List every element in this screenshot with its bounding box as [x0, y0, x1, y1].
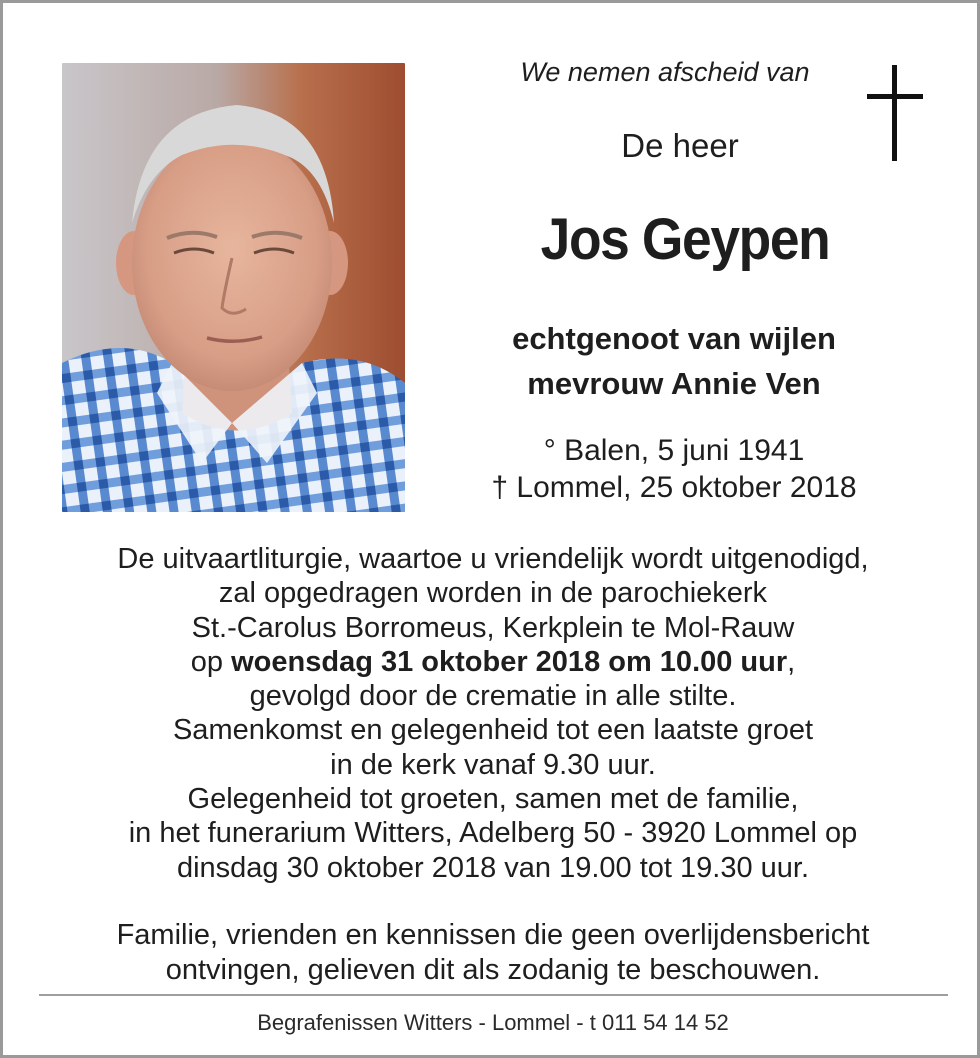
ceremony-line: De uitvaartliturgie, waartoe u vriendelijk wordt uitgenodigd, — [117, 543, 869, 575]
funeral-home-footer: Begrafenissen Witters - Lommel - t 011 54 14 52 — [257, 1010, 729, 1035]
ceremony-line: in het funerarium Witters, Adelberg 50 - 3920 Lommel op — [128, 817, 858, 850]
ceremony-date-suffix: , — [787, 645, 796, 678]
closing-line-2: ontvingen, gelieven dit als zodanig te beschouwen. — [165, 954, 821, 986]
honorific: De heer — [621, 127, 739, 164]
spouse-line-2: mevrouw Annie Ven — [527, 366, 821, 401]
life-dates — [444, 432, 904, 506]
ceremony-date-line — [53, 645, 933, 679]
ceremony-date-prefix: op — [190, 645, 232, 678]
ceremony-line: Samenkomst en gelegenheid tot een laatste groet — [172, 714, 814, 747]
divider — [39, 994, 948, 996]
ceremony-line: in de kerk vanaf 9.30 uur. — [330, 748, 656, 781]
death-date: † Lommel, 25 oktober 2018 — [491, 471, 857, 504]
closing-note — [53, 918, 933, 988]
ceremony-line: dinsdag 30 oktober 2018 van 19.00 tot 19.30 uur. — [176, 851, 810, 884]
ceremony-details — [53, 542, 933, 885]
ceremony-line: zal opgedragen worden in de parochiekerk — [218, 577, 768, 610]
intro-text: We nemen afscheid van — [520, 57, 810, 87]
deceased-name: Jos Geypen — [540, 207, 830, 272]
ceremony-date: woensdag 31 oktober 2018 om 10.00 uur — [231, 645, 788, 678]
birth-date: ° Balen, 5 juni 1941 — [543, 434, 805, 467]
spouse-info — [444, 316, 904, 406]
ceremony-line: St.-Carolus Borromeus, Kerkplein te Mol-Rauw — [191, 611, 795, 644]
ceremony-line: gevolgd door de crematie in alle stilte. — [249, 680, 737, 713]
ceremony-line: Gelegenheid tot groeten, samen met de familie, — [187, 783, 799, 816]
portrait-photo — [62, 63, 405, 512]
spouse-line-1: echtgenoot van wijlen — [512, 321, 836, 356]
closing-line-1: Familie, vrienden en kennissen die geen overlijdensbericht — [116, 919, 870, 951]
